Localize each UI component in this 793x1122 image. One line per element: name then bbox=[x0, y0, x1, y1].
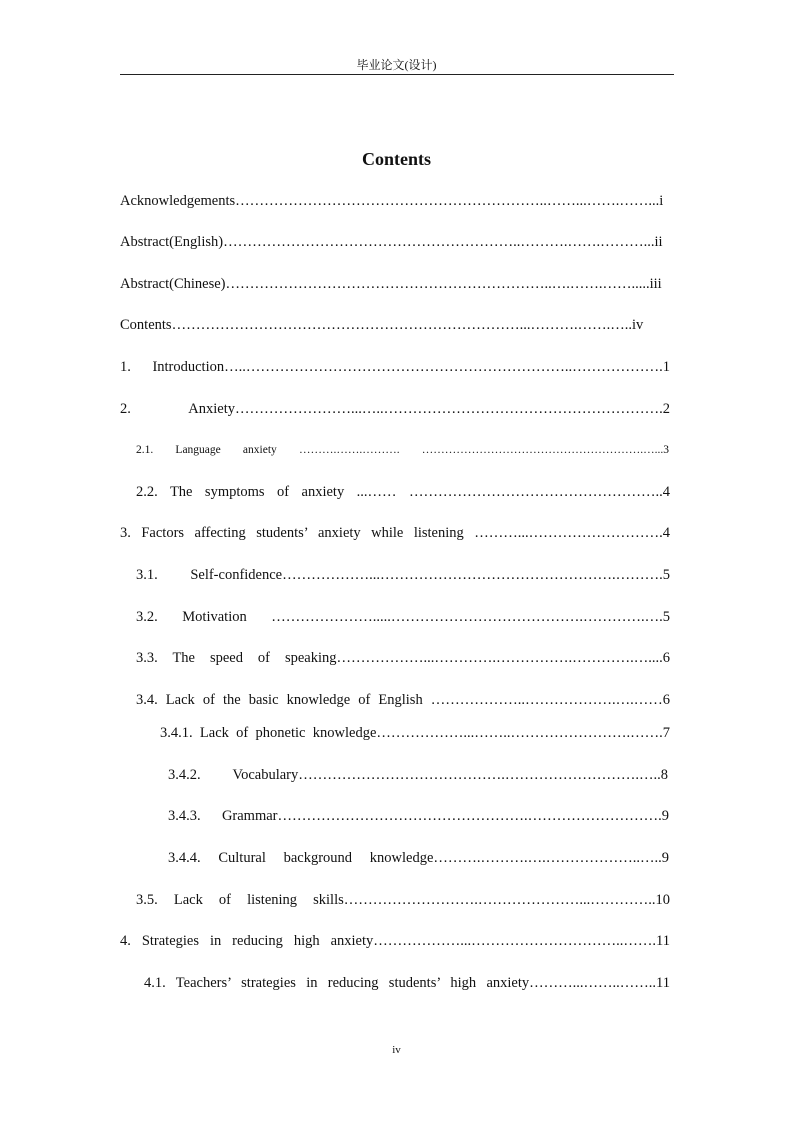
toc-entry-cultural-background[interactable] bbox=[168, 848, 669, 868]
toc-entry-vocabulary[interactable] bbox=[168, 765, 668, 785]
toc-entry-leader: …………………………………………………………..….…….……..... bbox=[225, 276, 650, 292]
toc-entry-page: iii bbox=[649, 276, 662, 292]
toc-entry-page: i bbox=[659, 193, 664, 209]
toc-entry-label: Acknowledgements bbox=[120, 193, 236, 209]
page-title: Contents bbox=[361, 149, 431, 169]
toc-entry-leader: ...…… …………………………………………….. bbox=[344, 484, 663, 500]
toc-entry-page: 9 bbox=[661, 808, 669, 824]
toc-entry-lack-of-basic-knowledge[interactable] bbox=[136, 690, 670, 710]
toc-entry-motivation[interactable] bbox=[136, 607, 670, 627]
page-number: iv bbox=[392, 1044, 401, 1056]
toc-entry-strategies[interactable] bbox=[120, 931, 670, 951]
toc-entry-symptoms-of-anxiety[interactable] bbox=[136, 482, 670, 502]
toc-entry-page: 3 bbox=[663, 444, 669, 456]
toc-entry-leader: ………………….....………………………………….………….…. bbox=[246, 609, 663, 625]
toc-entry-label: 3.4.1. Lack of phonetic knowledge bbox=[160, 725, 377, 741]
toc-entry-page: 4 bbox=[662, 484, 670, 500]
toc-entry-contents[interactable] bbox=[120, 315, 670, 335]
toc-entry-grammar[interactable] bbox=[168, 806, 669, 826]
toc-entry-leader: ………………..……………….….…… bbox=[422, 692, 663, 708]
toc-entry-phonetic-knowledge[interactable] bbox=[160, 723, 670, 743]
toc-entry-leader: ………...……..…….. bbox=[529, 975, 657, 991]
toc-entry-label: 3.1. Self-confidence bbox=[136, 567, 283, 583]
toc-entry-page: 11 bbox=[656, 975, 670, 991]
toc-entry-label: Abstract(English) bbox=[120, 234, 224, 250]
toc-entry-leader: ………………………………………………………..……...…….……... bbox=[235, 193, 660, 209]
toc-entry-page: 10 bbox=[655, 892, 670, 908]
toc-entry-label: 3.4. Lack of the basic knowledge of English bbox=[136, 692, 423, 708]
toc-entry-label: 3.4.3. Grammar bbox=[168, 808, 278, 824]
toc-entry-acknowledgements[interactable] bbox=[120, 191, 670, 211]
toc-entry-label: 2.2. The symptoms of anxiety bbox=[136, 484, 345, 500]
toc-entry-page: 9 bbox=[661, 850, 669, 866]
toc-entry-page: 7 bbox=[662, 725, 670, 741]
toc-entry-leader: ……….…….………. ………………………………………………….…... bbox=[276, 444, 664, 456]
toc-entry-page: 1 bbox=[662, 359, 670, 375]
toc-entry-leader: ………………...……..…………………….……. bbox=[376, 725, 663, 741]
toc-entry-label: 3. Factors affecting students’ anxiety while listening bbox=[120, 525, 464, 541]
toc-entry-introduction[interactable] bbox=[120, 357, 670, 377]
toc-entry-page: iv bbox=[631, 317, 644, 333]
toc-entry-page: 8 bbox=[660, 767, 668, 783]
toc-entry-page: 5 bbox=[662, 567, 670, 583]
toc-entry-page: 4 bbox=[662, 525, 670, 541]
toc-entry-label: 4. Strategies in reducing high anxiety bbox=[120, 933, 374, 949]
toc-entry-abstract-chinese[interactable] bbox=[120, 274, 670, 294]
toc-entry-label: 2. Anxiety bbox=[120, 401, 235, 417]
toc-entry-page: ii bbox=[654, 234, 663, 250]
toc-entry-language-anxiety[interactable] bbox=[136, 442, 669, 458]
toc-entry-page: 2 bbox=[662, 401, 670, 417]
toc-entry-listening-skills[interactable] bbox=[136, 890, 670, 910]
toc-entry-page: 6 bbox=[662, 692, 670, 708]
toc-entry-abstract-english[interactable] bbox=[120, 232, 670, 252]
toc-entry-leader: …………………………………………….………………………. bbox=[277, 808, 662, 824]
toc-entry-label: Abstract(Chinese) bbox=[120, 276, 226, 292]
toc-entry-page: 6 bbox=[662, 650, 670, 666]
toc-entry-label: Contents bbox=[120, 317, 172, 333]
toc-entry-label: 3.4.2. Vocabulary bbox=[168, 767, 299, 783]
toc-entry-label: 2.1. Language anxiety bbox=[136, 444, 277, 456]
toc-entry-leader: ………...………………………. bbox=[463, 525, 663, 541]
toc-entry-leader: ………………...………….…………….………….….... bbox=[336, 650, 663, 666]
toc-entry-leader: …..…………………………………………………………..………………. bbox=[224, 359, 663, 375]
toc-entry-page: 11 bbox=[656, 933, 670, 949]
toc-entry-label: 4.1. Teachers’ strategies in reducing students’ high anxiety bbox=[144, 975, 530, 991]
toc-entry-page: 5 bbox=[662, 609, 670, 625]
toc-entry-speed-of-speaking[interactable] bbox=[136, 648, 670, 668]
toc-entry-leader: ……….……….….………………..….. bbox=[433, 850, 662, 866]
toc-entry-label: 3.5. Lack of listening skills bbox=[136, 892, 344, 908]
toc-entry-leader: ………………...…………………………..……. bbox=[373, 933, 657, 949]
toc-entry-anxiety[interactable] bbox=[120, 399, 670, 419]
toc-entry-label: 3.2. Motivation bbox=[136, 609, 247, 625]
toc-entry-self-confidence[interactable] bbox=[136, 565, 670, 585]
toc-entry-leader: ………………………………………………………………...……….…….….. bbox=[171, 317, 632, 333]
toc-entry-leader: …………………………………….……………………….….. bbox=[298, 767, 661, 783]
toc-entry-leader: ……………………………………………………..……….…….………... bbox=[223, 234, 655, 250]
toc-entry-leader: ………………...………………………………………….………. bbox=[282, 567, 663, 583]
toc-entry-leader: ……………………...…..…………………………………………………. bbox=[235, 401, 663, 417]
toc-entry-label: 1. Introduction bbox=[120, 359, 225, 375]
toc-entry-leader: ……………………….…………………...………….. bbox=[343, 892, 656, 908]
toc-entry-teachers-strategies[interactable] bbox=[144, 973, 670, 993]
toc-entry-factors-affecting-anxiety[interactable] bbox=[120, 523, 670, 543]
toc-entry-label: 3.3. The speed of speaking bbox=[136, 650, 337, 666]
header-divider bbox=[120, 74, 674, 75]
page-header: 毕业论文(设计) bbox=[356, 58, 437, 72]
toc-entry-label: 3.4.4. Cultural background knowledge bbox=[168, 850, 434, 866]
